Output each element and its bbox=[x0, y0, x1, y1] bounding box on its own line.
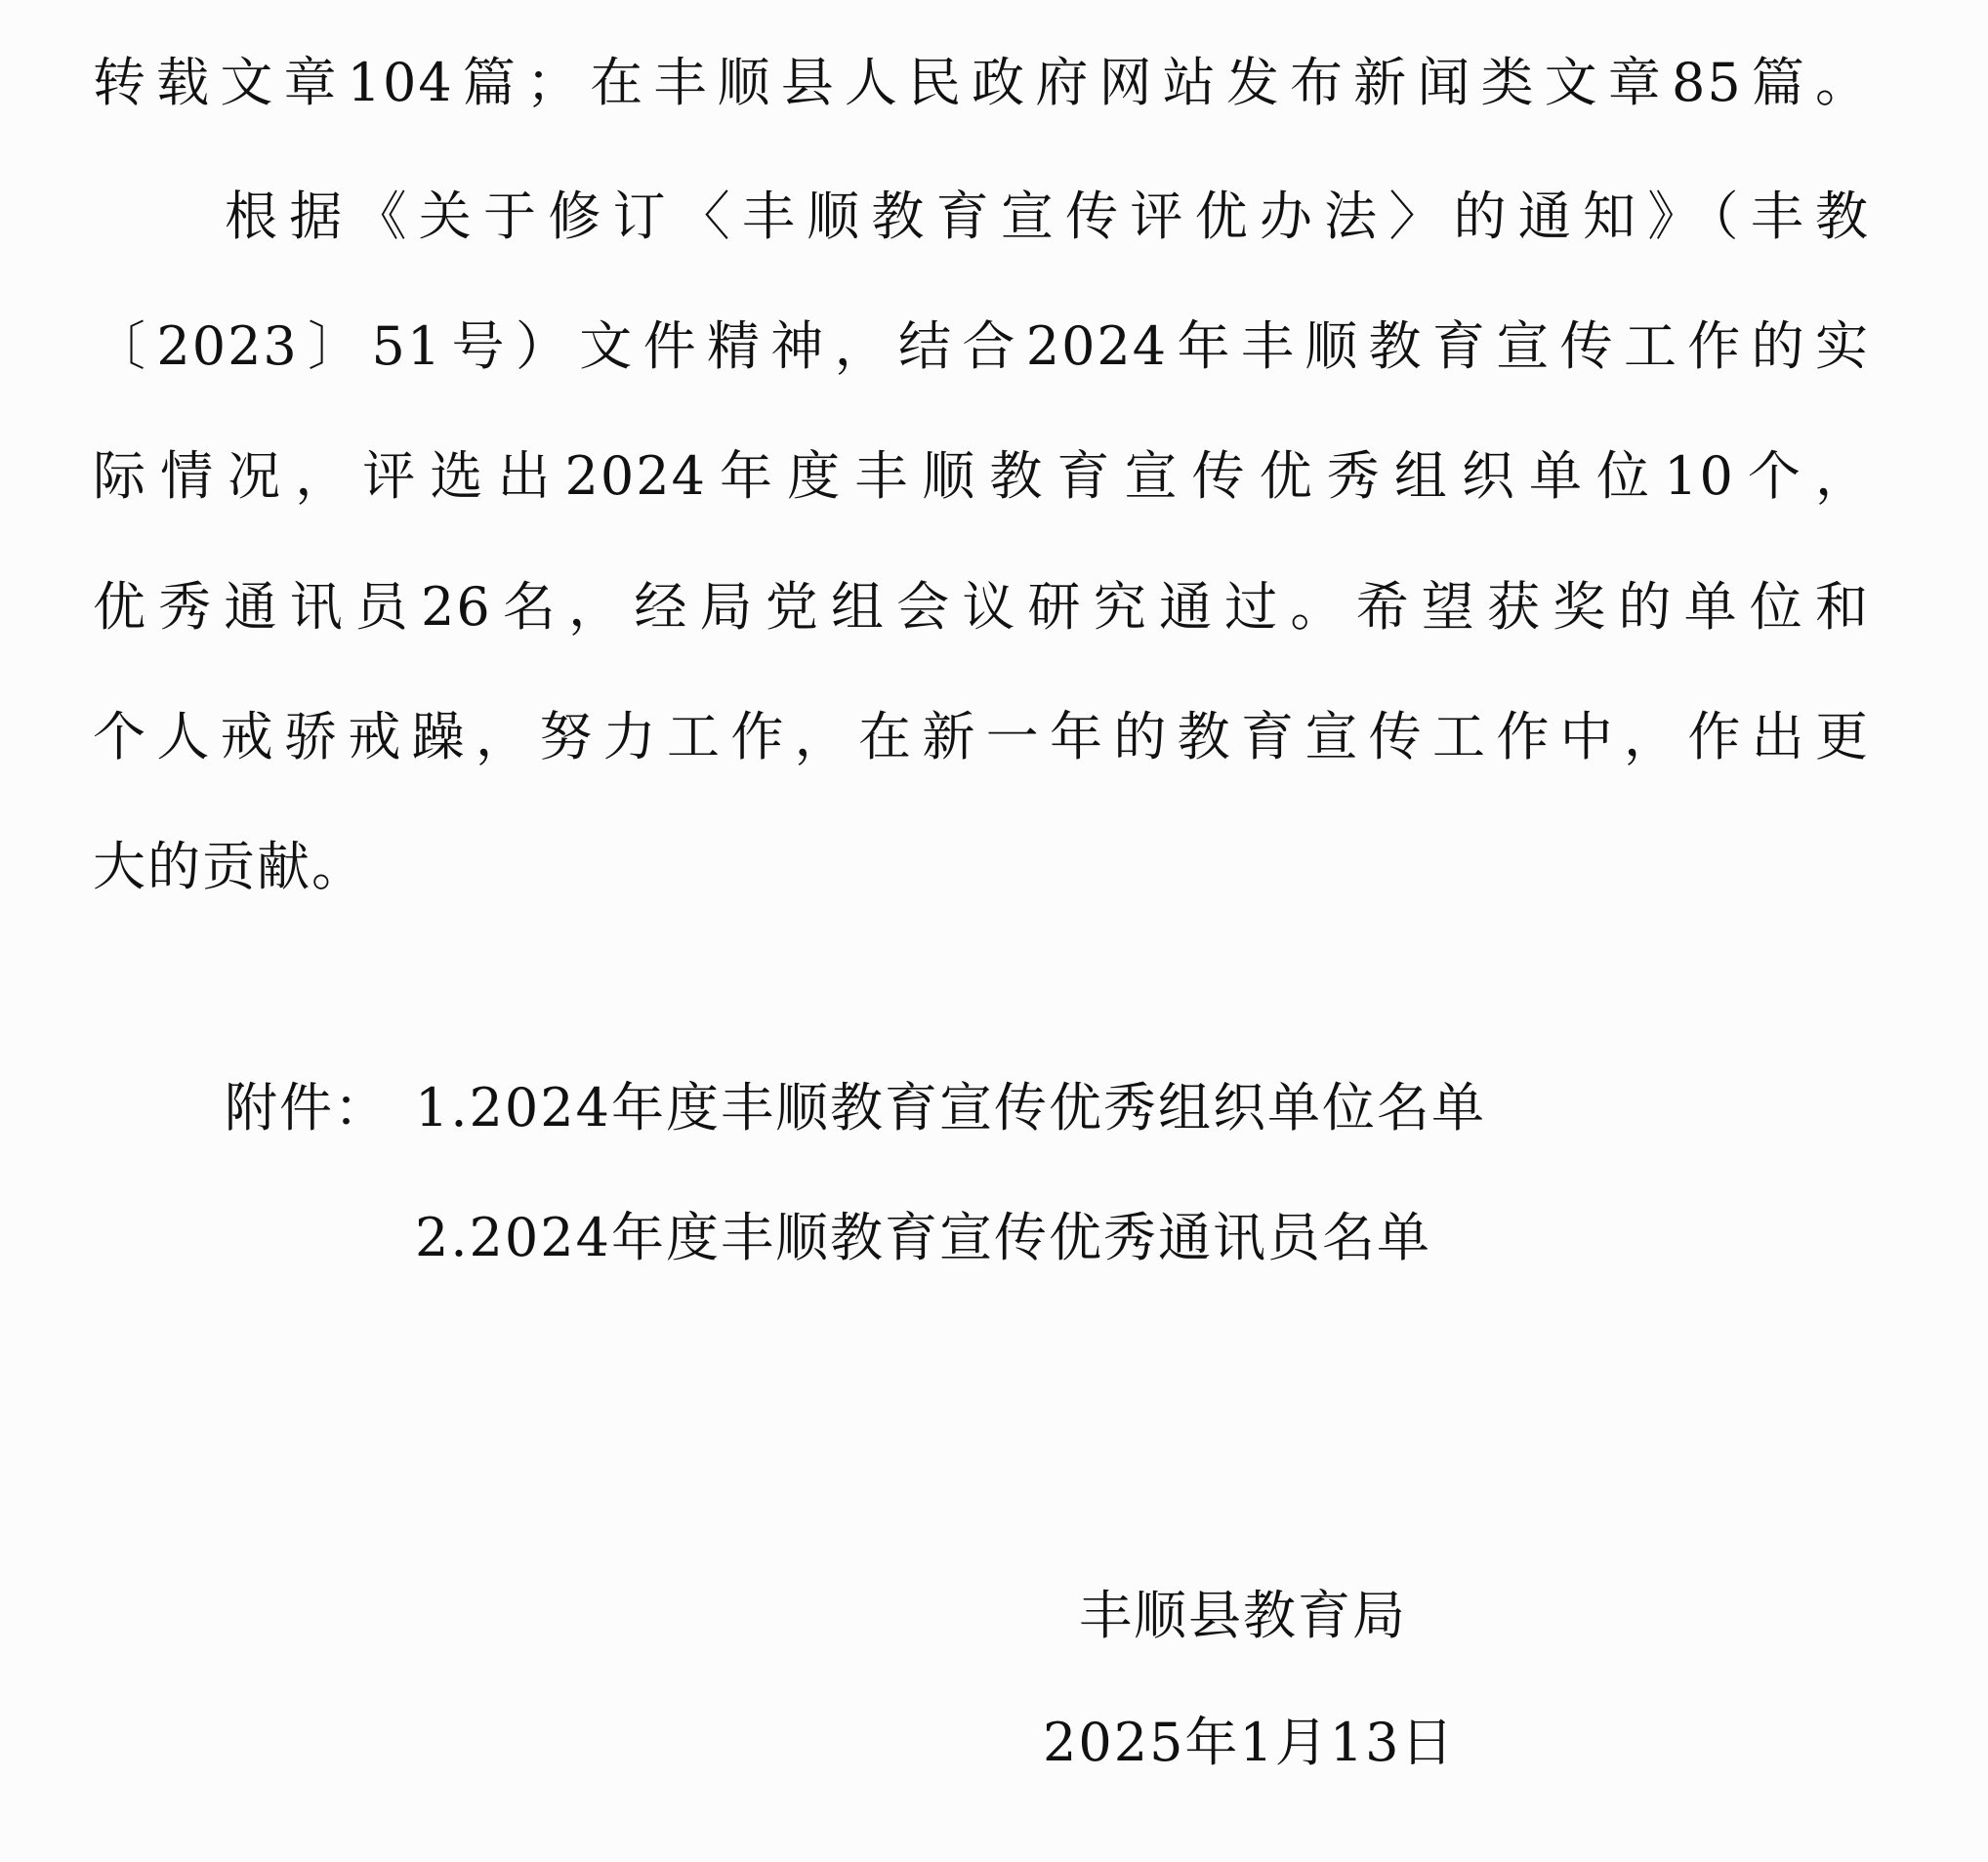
attachment-item-1: 1.2024年度丰顺教育宣传优秀组织单位名单 bbox=[415, 1077, 1486, 1138]
attachment-label: 附件： bbox=[225, 1077, 389, 1138]
body-text-line-2: 根据《关于修订〈丰顺教育宣传评优办法〉的通知》（丰教 bbox=[225, 186, 1870, 247]
body-text-line-5: 优秀通讯员26名，经局党组会议研究通过。希望获奖的单位和 bbox=[93, 576, 1870, 638]
body-text-line-1: 转载文章104篇；在丰顺县人民政府网站发布新闻类文章85篇。 bbox=[93, 52, 1870, 113]
attachment-item-2: 2.2024年度丰顺教育宣传优秀通讯员名单 bbox=[415, 1207, 1431, 1268]
body-text-line-3: 〔2023〕51号）文件精神，结合2024年丰顺教育宣传工作的实 bbox=[93, 315, 1870, 377]
body-text-line-6: 个人戒骄戒躁，努力工作，在新一年的教育宣传工作中，作出更 bbox=[93, 706, 1870, 767]
body-text-line-7: 大的贡献。 bbox=[93, 836, 366, 897]
issuing-organization: 丰顺县教育局 bbox=[1079, 1585, 1407, 1646]
body-text-line-4: 际情况，评选出2024年度丰顺教育宣传优秀组织单位10个， bbox=[93, 445, 1870, 507]
issue-date: 2025年1月13日 bbox=[1043, 1712, 1456, 1773]
